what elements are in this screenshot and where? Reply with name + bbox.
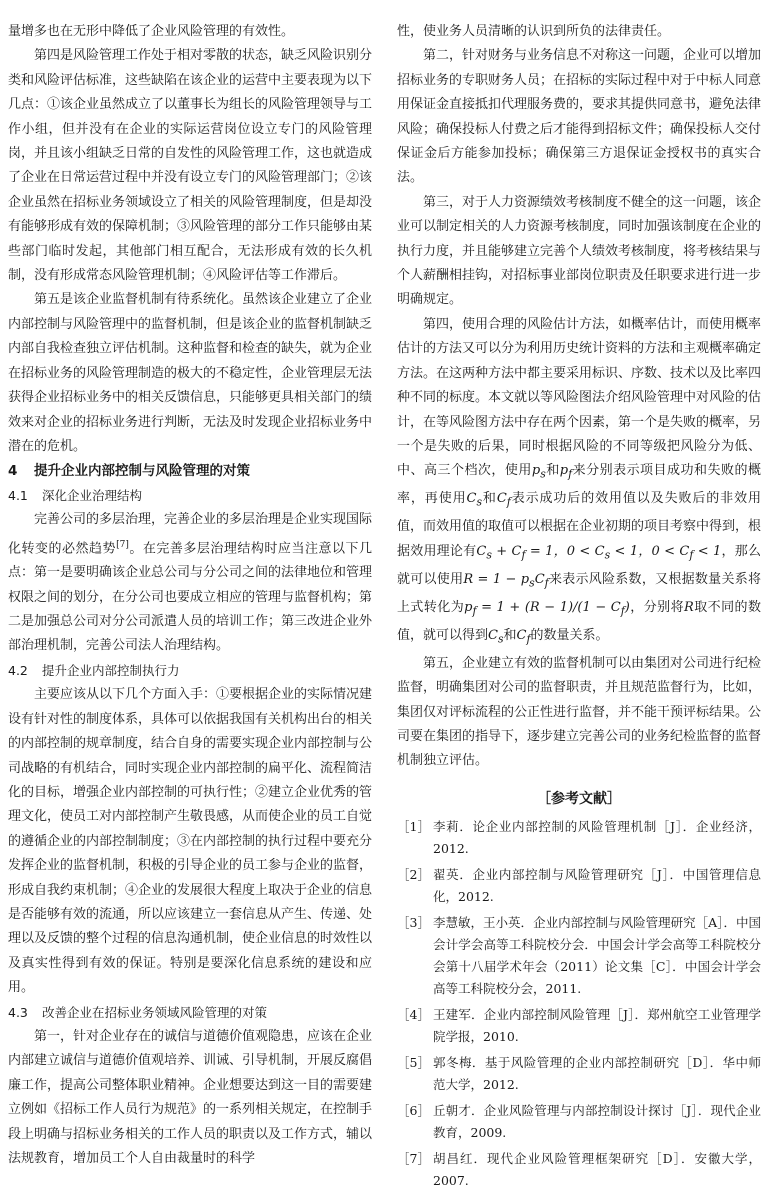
reference-text: 郭冬梅．基于风险管理的企业内部控制研究［D］．华中师范大学，2012. bbox=[433, 1054, 761, 1092]
subsection-heading bbox=[8, 484, 372, 508]
math-symbol: $C_f$ bbox=[516, 627, 531, 646]
left-column bbox=[8, 20, 372, 1171]
reference-text: 王建军．企业内部控制风险管理［J］．郑州航空工业管理学院学报，2010. bbox=[433, 1006, 761, 1044]
math-symbol: $p_f$ bbox=[559, 463, 573, 481]
math-symbol: $C_s$ bbox=[488, 627, 504, 646]
reference-text: 李莉．论企业内部控制的风险管理机制［J］．企业经济，2012. bbox=[433, 818, 761, 856]
paragraph-text: 来分别表示项目成功和失败的概率，再使用 bbox=[397, 463, 761, 507]
reference-number: ［7］ bbox=[397, 1150, 430, 1166]
paragraph: 主要应该从以下几个方面入手：①要根据企业的实际情况建设有针对性的制度体系，具体可以依据我国有关机构出台的相关的内部控制的规章制度，结合自身的需要实现企业内部控制与公司战略的有机结合，同时实现企业内部控制的扁平化、流程简洁化的目标，增强企业内部控制的可执行性；②建立企业优秀的管理文化，使员工对内部控制产生敬畏感，从而使企业的员工自觉的遵循企业的内部控制制度；③在内部控制的执行过程中要充分发挥企业的监督机制，积极的引导企业的员工参与企业的监督，形成自我约束机制；④企业的发展很大程度上取决于企业的信息是否能够有效的流通，所以应该建立一套信息从产生、传递、处理以及反馈的整个过程的信息沟通机制，使企业信息的时效性以及真实性得到有效的保证。特别是要深化信息系统的建设和应用。 bbox=[8, 687, 373, 996]
reference-number: ［2］ bbox=[397, 866, 430, 882]
reference-item bbox=[397, 1148, 761, 1192]
reference-text: 翟英．企业内部控制与风险管理研究［J］．中国管理信息化，2012. bbox=[433, 866, 761, 904]
math-symbol: $p_s$ bbox=[531, 463, 546, 481]
citation: [7] bbox=[116, 539, 129, 550]
paragraph: 第一，针对企业存在的诚信与道德价值观隐患，应该在企业内部建立诚信与道德价值观培养、训诫、引导机制，开展反腐倡廉工作，提高公司整体职业精神。企业想要达到这一目的需要建立例如《招标工作人员行为规范》的一系列相关规定，在控制手段上明确与招标业务相关的工作人员的职责以及工作方式，辅以法规教育，增加员工个人自由裁量时的科学 bbox=[8, 1028, 373, 1167]
reference-item bbox=[397, 864, 761, 908]
paragraph-text: 的数量关系。 bbox=[530, 627, 609, 643]
subsection-number: 4.2 bbox=[8, 662, 28, 678]
reference-item bbox=[397, 1004, 761, 1048]
subsection-heading bbox=[8, 1001, 372, 1025]
subsection-number: 4.1 bbox=[8, 487, 28, 503]
paragraph: 第三，对于人力资源绩效考核制度不健全的这一问题，该企业可以制定相关的人力资源考核制度，同时加强该制度在企业的执行力度，并且能够建立完善个人绩效考核制度，将考核结果与个人薪酬相挂钩，对招标事业部岗位职责及任职要求进行进一步明确规定。 bbox=[397, 194, 762, 308]
paragraph-text: 表示成功后的效用值以及失败后的非效用值，而效用值的取值可以根据在企业初期的项目考察中得到，根据效用理论有 bbox=[397, 491, 762, 559]
reference-number: ［3］ bbox=[397, 914, 430, 930]
math-symbol: $C_s$ bbox=[466, 491, 483, 509]
paragraph-text: 。在完善多层治理结构时应当注意以下几点：第一是要明确该企业总公司与分公司之间的法律地位和管理权限之间的划分，在分公司也要成立相应的管理与监督机构；第二是加强总公司对分公司派遣人员的培训工作；第三改进企业外部治理机制，完善公司法人治理结构。 bbox=[8, 540, 373, 654]
reference-number: ［1］ bbox=[397, 818, 430, 834]
paragraph-text: 和 bbox=[545, 463, 560, 479]
paragraph-text: 和 bbox=[482, 491, 497, 507]
paragraph: 量增多也在无形中降低了企业风险管理的有效性。 bbox=[8, 24, 295, 39]
section-number: 4 bbox=[8, 463, 18, 480]
reference-text: 胡昌红．现代企业风险管理框架研究［D］．安徽大学，2007. bbox=[433, 1150, 761, 1188]
section-heading bbox=[8, 459, 372, 483]
paragraph-text: 和 bbox=[503, 627, 517, 643]
paragraph bbox=[8, 508, 372, 659]
paragraph-text: 第四，使用合理的风险估计方法，如概率估计，而使用概率估计的方法又可以分为利用历史统计资料的方法和主观概率确定方法。在这两种方法中都主要采用标识、序数、技术以及比率四种不同的标度。本文就以等风险图法介绍风险管理中对风险的估计，在等风险图方法中存在两个因素，第一个是失败的概率，另一个是失败的后果，同时根据风险的不同等级把风险分为低、中、高三个档次，使用 bbox=[397, 316, 762, 479]
paragraph-text: ，那么就可以使用 bbox=[397, 543, 761, 587]
paragraph-text: ，分别将 bbox=[629, 599, 685, 615]
reference-item bbox=[397, 912, 761, 1000]
math-formula: $p_f = 1 + (R - 1)/(1 - C_f)$ bbox=[464, 599, 630, 618]
math-formula: $R = 1 - p_sC_f$ bbox=[463, 571, 549, 590]
subsection-title: 改善企业在招标业务领域风险管理的对策 bbox=[42, 1004, 268, 1020]
paragraph: 第四是风险管理工作处于相对零散的状态，缺乏风险识别分类和风险评估标准，这些缺陷在该企业的运营中主要表现为以下几点：①该企业虽然成立了以董事长为组长的风险管理领导与工作小组，但并没有在企业的实际运营岗位设立专门的风险管理岗，并且该小组缺乏日常的自发性的风险管理工作，这也就造成了企业在日常运营过程中并没有设立专门的风险管理部门；②该企业虽然在招标业务领域设立了相关的风险管理制度，但是却没有能够形成有效的保障机制；③风险管理的部分工作只能够由某些部门临时发起，其他部门相互配合，无法形成有效的长久机制，没有形成常态风险管理机制；④风险评估等工作滞后。 bbox=[8, 48, 373, 284]
section-title: 提升企业内部控制与风险管理的对策 bbox=[34, 463, 250, 480]
reference-item bbox=[397, 816, 761, 860]
subsection-heading bbox=[8, 659, 372, 683]
reference-text: 丘朝才．企业风险管理与内部控制设计探讨［J］．现代企业教育，2009. bbox=[433, 1102, 761, 1140]
subsection-title: 深化企业治理结构 bbox=[42, 487, 143, 503]
reference-list bbox=[397, 816, 761, 1192]
paragraph: 第五是该企业监督机制有待系统化。虽然该企业建立了企业内部控制与风险管理中的监督机制，但是该企业的监督机制缺乏内部自我检查独立评估机制。这种监督和检查的缺失，就为企业在招标业务的风险管理制造的极大的不稳定性，企业管理层无法获得企业招标业务中的相关反馈信息，只能够更具相关部门的绩效来对企业的招标业务进行判断，无法及时发现企业招标业务中潜在的危机。 bbox=[8, 292, 373, 454]
reference-item bbox=[397, 1100, 761, 1144]
math-symbol: $C_f$ bbox=[496, 491, 511, 509]
reference-text: 李慧敏，王小英．企业内部控制与风险管理研究［A］．中国会计学会高等工科院校分会．中国会计学会高等工科院校分会第十八届学术年会（2011）论文集［C］．中国会计学会高等工科院校分会，2011. bbox=[433, 914, 761, 996]
paragraph-with-formulas bbox=[397, 313, 761, 652]
reference-number: ［4］ bbox=[397, 1006, 430, 1022]
subsection-number: 4.3 bbox=[8, 1004, 28, 1020]
paragraph: 第二，针对财务与业务信息不对称这一问题，企业可以增加招标业务的专职财务人员；在招标的实际过程中对于中标人同意用保证金直接抵扣代理服务费的，要求其提供同意书，避免法律风险；确保投标人付费之后才能得到招标文件；确保投标人交付保证金后方能参加投标；确保第三方退保证金授权书的真实合法。 bbox=[397, 48, 762, 186]
references-title: ［参考文献］ bbox=[537, 790, 621, 807]
math-symbol: R bbox=[684, 599, 694, 615]
paragraph: 第五，企业建立有效的监督机制可以由集团对公司进行纪检监督，明确集团对公司的监督职责，并且规范监督行为，比如，集团仅对评标流程的公正性进行监督，并不能干预评标结果。公司要在集团的指导下，逐步建立完善公司的业务纪检监督的监督机制独立评估。 bbox=[397, 655, 762, 769]
reference-number: ［5］ bbox=[397, 1054, 430, 1070]
paragraph: 性，使业务人员清晰的认识到所负的法律责任。 bbox=[397, 24, 671, 39]
reference-item bbox=[397, 1052, 761, 1096]
paragraph-text: 完善公司的多层治理，完善企业的多层治理是企业实现国际化转变的必然趋势 bbox=[8, 512, 373, 556]
paragraph-text: 来表示风险系数，又根据数量关系将上式转化为 bbox=[397, 571, 761, 615]
reference-number: ［6］ bbox=[397, 1102, 430, 1118]
paragraph-text: 取不同的数值，就可以得到 bbox=[397, 599, 761, 643]
right-column bbox=[397, 20, 761, 1196]
math-formula: $C_s + C_f = 1$，$0 < C_s < 1$，$0 < C_f < 1$ bbox=[476, 543, 722, 562]
subsection-title: 提升企业内部控制执行力 bbox=[42, 662, 180, 678]
